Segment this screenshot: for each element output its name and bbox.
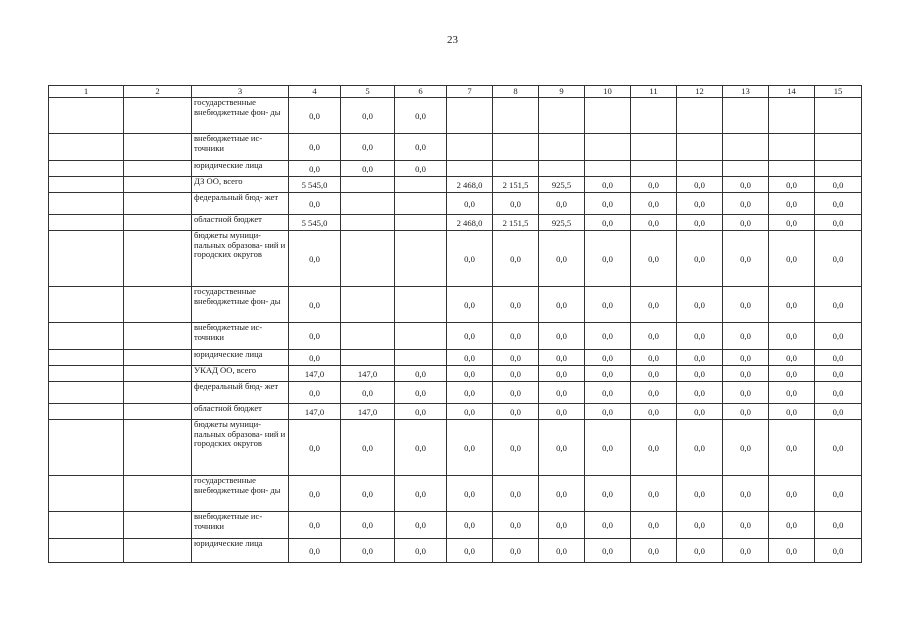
value-cell: 2 151,5 (493, 215, 539, 231)
column-header: 14 (769, 86, 815, 98)
value-cell (395, 323, 447, 350)
value-cell: 0,0 (447, 231, 493, 287)
header-row (49, 86, 862, 98)
value-cell: 0,0 (631, 476, 677, 512)
empty-cell (124, 382, 192, 404)
value-cell: 0,0 (677, 193, 723, 215)
value-cell: 0,0 (677, 287, 723, 323)
value-cell: 147,0 (289, 366, 341, 382)
value-cell (341, 215, 395, 231)
value-cell: 0,0 (447, 350, 493, 366)
value-cell: 0,0 (769, 366, 815, 382)
value-cell: 0,0 (341, 134, 395, 161)
value-cell (395, 215, 447, 231)
value-cell: 0,0 (289, 539, 341, 563)
value-cell (677, 98, 723, 134)
value-cell: 0,0 (585, 350, 631, 366)
value-cell: 0,0 (677, 215, 723, 231)
empty-cell (124, 323, 192, 350)
value-cell: 0,0 (769, 476, 815, 512)
value-cell: 0,0 (289, 382, 341, 404)
value-cell (341, 287, 395, 323)
empty-cell (49, 231, 124, 287)
value-cell (493, 134, 539, 161)
value-cell: 0,0 (585, 404, 631, 420)
value-cell: 0,0 (493, 193, 539, 215)
value-cell: 0,0 (447, 420, 493, 476)
value-cell (723, 98, 769, 134)
value-cell: 0,0 (289, 350, 341, 366)
table-row (49, 350, 862, 366)
empty-cell (49, 177, 124, 193)
value-cell: 0,0 (585, 323, 631, 350)
value-cell (677, 134, 723, 161)
empty-cell (124, 404, 192, 420)
value-cell: 0,0 (289, 476, 341, 512)
value-cell: 0,0 (539, 366, 585, 382)
value-cell: 0,0 (493, 512, 539, 539)
value-cell (341, 193, 395, 215)
value-cell: 0,0 (493, 404, 539, 420)
value-cell (395, 231, 447, 287)
value-cell: 0,0 (447, 476, 493, 512)
value-cell: 0,0 (493, 231, 539, 287)
row-label: областной бюджет (192, 404, 289, 420)
budget-table (48, 85, 862, 563)
value-cell (395, 287, 447, 323)
value-cell: 0,0 (341, 98, 395, 134)
value-cell: 0,0 (723, 476, 769, 512)
value-cell: 0,0 (289, 134, 341, 161)
value-cell: 0,0 (585, 231, 631, 287)
value-cell: 0,0 (447, 512, 493, 539)
value-cell: 0,0 (395, 98, 447, 134)
column-header: 1 (49, 86, 124, 98)
value-cell: 0,0 (447, 323, 493, 350)
value-cell (585, 161, 631, 177)
table-row (49, 323, 862, 350)
row-label: федеральный бюд- жет (192, 193, 289, 215)
value-cell: 0,0 (815, 193, 862, 215)
value-cell: 0,0 (447, 404, 493, 420)
column-header: 5 (341, 86, 395, 98)
value-cell (769, 98, 815, 134)
value-cell: 0,0 (677, 476, 723, 512)
empty-cell (124, 98, 192, 134)
value-cell: 0,0 (447, 539, 493, 563)
row-label: юридические лица (192, 539, 289, 563)
column-header: 4 (289, 86, 341, 98)
value-cell: 0,0 (585, 420, 631, 476)
value-cell (341, 350, 395, 366)
value-cell: 147,0 (341, 404, 395, 420)
table-row (49, 193, 862, 215)
value-cell: 0,0 (815, 476, 862, 512)
value-cell: 0,0 (631, 404, 677, 420)
value-cell: 147,0 (289, 404, 341, 420)
empty-cell (49, 476, 124, 512)
value-cell: 0,0 (769, 177, 815, 193)
value-cell: 0,0 (677, 177, 723, 193)
value-cell: 0,0 (493, 287, 539, 323)
value-cell: 0,0 (289, 323, 341, 350)
value-cell: 0,0 (341, 382, 395, 404)
value-cell (447, 98, 493, 134)
value-cell: 0,0 (723, 231, 769, 287)
empty-cell (124, 231, 192, 287)
value-cell: 0,0 (769, 323, 815, 350)
value-cell (341, 323, 395, 350)
value-cell: 0,0 (631, 512, 677, 539)
value-cell (677, 161, 723, 177)
row-label: государственные внебюджетные фон- ды (192, 98, 289, 134)
value-cell: 0,0 (815, 323, 862, 350)
value-cell: 0,0 (395, 476, 447, 512)
value-cell: 0,0 (631, 177, 677, 193)
table-row (49, 420, 862, 476)
value-cell: 0,0 (723, 420, 769, 476)
column-header: 7 (447, 86, 493, 98)
value-cell (395, 350, 447, 366)
table-row (49, 161, 862, 177)
column-header: 8 (493, 86, 539, 98)
row-label: бюджеты муници- пальных образова- ний и городских округов (192, 231, 289, 287)
value-cell: 0,0 (677, 512, 723, 539)
value-cell (539, 98, 585, 134)
empty-cell (49, 382, 124, 404)
column-header: 9 (539, 86, 585, 98)
value-cell: 0,0 (493, 476, 539, 512)
value-cell: 0,0 (723, 287, 769, 323)
value-cell: 0,0 (815, 539, 862, 563)
value-cell: 147,0 (341, 366, 395, 382)
empty-cell (49, 98, 124, 134)
value-cell: 0,0 (815, 366, 862, 382)
row-label: бюджеты муници- пальных образова- ний и городских округов (192, 420, 289, 476)
value-cell: 0,0 (341, 512, 395, 539)
value-cell: 0,0 (723, 382, 769, 404)
value-cell: 0,0 (395, 366, 447, 382)
empty-cell (49, 350, 124, 366)
value-cell: 0,0 (769, 350, 815, 366)
value-cell: 0,0 (395, 539, 447, 563)
row-label: внебюджетные ис- точники (192, 323, 289, 350)
value-cell: 0,0 (395, 404, 447, 420)
value-cell: 0,0 (723, 350, 769, 366)
value-cell: 0,0 (815, 404, 862, 420)
table-row (49, 382, 862, 404)
table-row (49, 231, 862, 287)
value-cell: 0,0 (723, 366, 769, 382)
value-cell: 0,0 (585, 539, 631, 563)
value-cell: 0,0 (395, 382, 447, 404)
value-cell: 0,0 (395, 134, 447, 161)
value-cell: 0,0 (815, 382, 862, 404)
value-cell (493, 161, 539, 177)
value-cell: 0,0 (815, 420, 862, 476)
empty-cell (49, 404, 124, 420)
empty-cell (49, 512, 124, 539)
value-cell: 0,0 (769, 215, 815, 231)
column-header: 10 (585, 86, 631, 98)
value-cell: 0,0 (769, 287, 815, 323)
value-cell: 0,0 (289, 512, 341, 539)
value-cell: 5 545,0 (289, 177, 341, 193)
value-cell: 0,0 (447, 366, 493, 382)
value-cell: 0,0 (677, 366, 723, 382)
value-cell (631, 161, 677, 177)
value-cell: 0,0 (769, 539, 815, 563)
value-cell: 0,0 (289, 98, 341, 134)
empty-cell (124, 350, 192, 366)
table-row (49, 476, 862, 512)
value-cell: 0,0 (447, 287, 493, 323)
value-cell: 0,0 (677, 350, 723, 366)
value-cell: 0,0 (677, 420, 723, 476)
table-row (49, 287, 862, 323)
value-cell: 0,0 (585, 215, 631, 231)
empty-cell (124, 420, 192, 476)
value-cell: 0,0 (631, 382, 677, 404)
value-cell (341, 231, 395, 287)
value-cell (769, 134, 815, 161)
row-label: государственные внебюджетные фон- ды (192, 476, 289, 512)
value-cell: 0,0 (493, 539, 539, 563)
row-label: внебюджетные ис- точники (192, 134, 289, 161)
value-cell: 0,0 (341, 539, 395, 563)
value-cell: 0,0 (769, 404, 815, 420)
value-cell: 0,0 (289, 231, 341, 287)
value-cell: 0,0 (631, 231, 677, 287)
column-header: 2 (124, 86, 192, 98)
empty-cell (49, 161, 124, 177)
column-header: 3 (192, 86, 289, 98)
value-cell: 0,0 (815, 215, 862, 231)
value-cell: 0,0 (815, 350, 862, 366)
value-cell: 0,0 (539, 231, 585, 287)
value-cell: 0,0 (769, 382, 815, 404)
value-cell: 0,0 (341, 161, 395, 177)
value-cell: 0,0 (289, 287, 341, 323)
value-cell: 0,0 (677, 382, 723, 404)
value-cell: 0,0 (447, 382, 493, 404)
empty-cell (124, 539, 192, 563)
empty-cell (124, 476, 192, 512)
value-cell: 0,0 (539, 323, 585, 350)
value-cell: 0,0 (769, 420, 815, 476)
value-cell (539, 134, 585, 161)
empty-cell (124, 177, 192, 193)
row-label: государственные внебюджетные фон- ды (192, 287, 289, 323)
value-cell (815, 134, 862, 161)
value-cell: 0,0 (395, 161, 447, 177)
value-cell: 0,0 (539, 287, 585, 323)
empty-cell (49, 539, 124, 563)
value-cell: 0,0 (585, 287, 631, 323)
value-cell: 0,0 (539, 420, 585, 476)
table-row (49, 98, 862, 134)
value-cell: 0,0 (631, 420, 677, 476)
value-cell: 0,0 (815, 287, 862, 323)
value-cell: 0,0 (585, 382, 631, 404)
empty-cell (49, 287, 124, 323)
value-cell: 0,0 (539, 476, 585, 512)
value-cell: 0,0 (585, 366, 631, 382)
value-cell: 0,0 (723, 323, 769, 350)
empty-cell (124, 134, 192, 161)
value-cell: 0,0 (631, 215, 677, 231)
value-cell: 0,0 (677, 539, 723, 563)
value-cell: 0,0 (289, 161, 341, 177)
value-cell: 0,0 (631, 539, 677, 563)
column-header: 15 (815, 86, 862, 98)
value-cell: 0,0 (341, 476, 395, 512)
empty-cell (124, 161, 192, 177)
value-cell (395, 177, 447, 193)
empty-cell (49, 323, 124, 350)
value-cell: 0,0 (769, 231, 815, 287)
value-cell (769, 161, 815, 177)
value-cell: 0,0 (493, 350, 539, 366)
value-cell: 0,0 (539, 539, 585, 563)
column-header: 11 (631, 86, 677, 98)
value-cell: 0,0 (723, 215, 769, 231)
value-cell: 2 468,0 (447, 177, 493, 193)
value-cell: 0,0 (585, 177, 631, 193)
value-cell (395, 193, 447, 215)
value-cell: 0,0 (539, 404, 585, 420)
row-label: юридические лица (192, 350, 289, 366)
value-cell: 0,0 (585, 476, 631, 512)
page-number: 23 (447, 34, 458, 46)
value-cell: 0,0 (815, 177, 862, 193)
value-cell: 2 151,5 (493, 177, 539, 193)
table-row (49, 539, 862, 563)
value-cell: 0,0 (631, 350, 677, 366)
value-cell: 0,0 (539, 512, 585, 539)
value-cell: 0,0 (539, 350, 585, 366)
value-cell: 0,0 (585, 193, 631, 215)
row-label: ДЗ ОО, всего (192, 177, 289, 193)
value-cell: 0,0 (493, 420, 539, 476)
value-cell: 0,0 (677, 404, 723, 420)
table-row (49, 366, 862, 382)
value-cell (447, 134, 493, 161)
value-cell: 0,0 (585, 512, 631, 539)
value-cell: 0,0 (493, 323, 539, 350)
value-cell (585, 134, 631, 161)
empty-cell (49, 215, 124, 231)
value-cell (493, 98, 539, 134)
table-body (49, 98, 862, 563)
value-cell (631, 134, 677, 161)
value-cell: 5 545,0 (289, 215, 341, 231)
empty-cell (124, 193, 192, 215)
value-cell: 0,0 (539, 193, 585, 215)
empty-cell (49, 193, 124, 215)
column-header: 6 (395, 86, 447, 98)
value-cell: 0,0 (539, 382, 585, 404)
column-header: 13 (723, 86, 769, 98)
value-cell: 0,0 (677, 323, 723, 350)
value-cell: 0,0 (723, 404, 769, 420)
value-cell: 0,0 (723, 512, 769, 539)
value-cell (723, 134, 769, 161)
row-label: юридические лица (192, 161, 289, 177)
column-header: 12 (677, 86, 723, 98)
empty-cell (124, 215, 192, 231)
value-cell: 0,0 (493, 366, 539, 382)
value-cell (815, 161, 862, 177)
value-cell: 0,0 (493, 382, 539, 404)
table-row (49, 134, 862, 161)
value-cell: 0,0 (723, 177, 769, 193)
empty-cell (124, 287, 192, 323)
value-cell: 0,0 (395, 420, 447, 476)
empty-cell (49, 134, 124, 161)
value-cell: 0,0 (631, 193, 677, 215)
value-cell: 0,0 (769, 193, 815, 215)
row-label: внебюджетные ис- точники (192, 512, 289, 539)
value-cell: 0,0 (631, 287, 677, 323)
empty-cell (49, 420, 124, 476)
value-cell: 0,0 (395, 512, 447, 539)
value-cell: 2 468,0 (447, 215, 493, 231)
value-cell (447, 161, 493, 177)
value-cell: 0,0 (447, 193, 493, 215)
row-label: УКАД ОО, всего (192, 366, 289, 382)
value-cell (723, 161, 769, 177)
value-cell: 0,0 (723, 193, 769, 215)
table-row (49, 215, 862, 231)
table-row (49, 512, 862, 539)
row-label: федеральный бюд- жет (192, 382, 289, 404)
empty-cell (49, 366, 124, 382)
value-cell: 0,0 (723, 539, 769, 563)
value-cell: 0,0 (815, 231, 862, 287)
value-cell: 0,0 (631, 323, 677, 350)
table-row (49, 404, 862, 420)
value-cell: 925,5 (539, 177, 585, 193)
value-cell: 0,0 (769, 512, 815, 539)
empty-cell (124, 512, 192, 539)
empty-cell (124, 366, 192, 382)
value-cell (585, 98, 631, 134)
value-cell: 0,0 (341, 420, 395, 476)
value-cell: 0,0 (289, 420, 341, 476)
value-cell (341, 177, 395, 193)
value-cell: 0,0 (815, 512, 862, 539)
table-row (49, 177, 862, 193)
value-cell: 0,0 (631, 366, 677, 382)
value-cell (539, 161, 585, 177)
row-label: областной бюджет (192, 215, 289, 231)
value-cell: 0,0 (289, 193, 341, 215)
value-cell (815, 98, 862, 134)
value-cell: 0,0 (677, 231, 723, 287)
value-cell (631, 98, 677, 134)
value-cell: 925,5 (539, 215, 585, 231)
